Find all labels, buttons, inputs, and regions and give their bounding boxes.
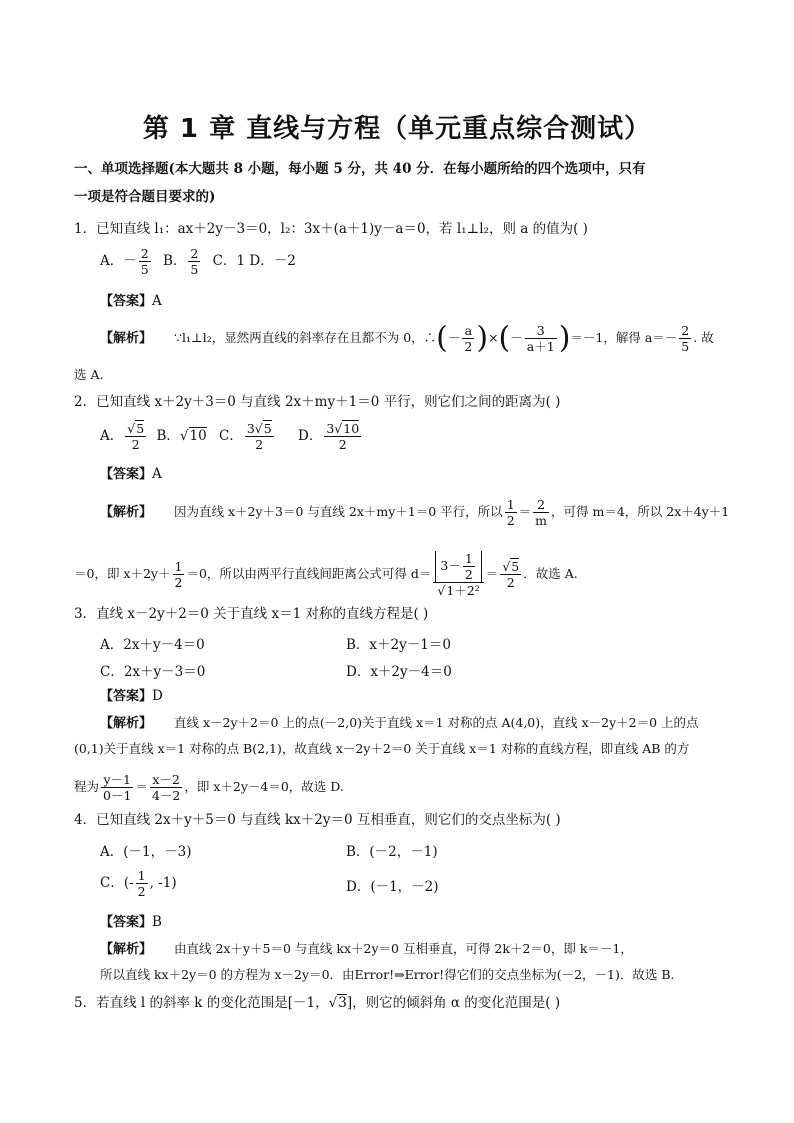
- q3-option-a: A．2x＋y－4＝0: [100, 637, 205, 653]
- q2-answer: 【答案】A: [100, 466, 162, 482]
- q3-analysis-cont1: (0,1)关于直线 x＝1 对称的点 B(2,1)，故直线 x－2y＋2＝0 关于直线 x＝1 对称的直线方程，即直线 AB 的方: [74, 741, 690, 756]
- q3-answer: 【答案】D: [100, 688, 163, 704]
- q1-options: [100, 246, 296, 277]
- q3-option-c: C．2x＋y－3＝0: [100, 664, 206, 680]
- q4-option-b: B．(－2，－1): [346, 844, 438, 860]
- q4-answer: 【答案】B: [100, 914, 162, 930]
- q2-stem: 2．已知直线 x＋2y＋3＝0 与直线 2x＋my＋1＝0 平行，则它们之间的距离为( ): [74, 394, 561, 410]
- q2-option-b: B．: [156, 428, 180, 444]
- q4-option-d: D．(－1，－2): [346, 879, 439, 895]
- q2-option-d: D．: [298, 428, 323, 444]
- q2-options: A． $\frac{√5}{2}$ B．√10 C． $\frac{3√5}{2}$ D． $\frac{3√10}{2}$: [100, 421, 360, 452]
- q4-analysis-cont: 所以直线 kx＋2y＝0 的方程为 x－2y＝0．由Error!⇒Error!得它们的交点坐标为(－2，－1)．故选 B.: [100, 967, 675, 982]
- q1-stem: 1．已知直线 l₁：ax＋2y－3＝0，l₂：3x＋(a＋1)y－a＝0，若 l₁⊥l₂，则 a 的值为( ): [74, 221, 588, 237]
- page-title: 第 1 章 直线与方程（单元重点综合测试）: [142, 114, 652, 144]
- q3-option-d: D．x＋2y－4＝0: [346, 664, 452, 680]
- q3-analysis-cont2: 程为 $\frac{y-1}{0-1}$ ＝ $\frac{x-2}{4-2}$ ，即 x＋2y－4＝0，故选 D.: [74, 772, 344, 803]
- q1-option-a: A．－: [100, 253, 137, 269]
- q4-option-c: C．(- $\frac{1}{2}$ , -1): [100, 868, 177, 899]
- q3-option-b: B．x＋2y－1＝0: [346, 637, 451, 653]
- q4-stem: 4．已知直线 2x＋y＋5＝0 与直线 kx＋2y＝0 互相垂直，则它们的交点坐标为( ): [74, 812, 561, 828]
- q5-stem: 5．若直线 l 的斜率 k 的变化范围是[－1，√3]，则它的倾斜角 α 的变化范围是( ): [74, 995, 561, 1011]
- q1-answer-value: A: [152, 293, 162, 309]
- q1-analysis: 【解析】 ∵l₁⊥l₂，显然两直线的斜率存在且都不为 0，∴(－ $\frac{a}{2}$ )×(－ $\frac{3}{a+1}$ )＝－1，解得 a＝－ $\frac{2}{5}$ . 故: [100, 320, 714, 356]
- q2-analysis: 【解析】 因为直线 x＋2y＋3＝0 与直线 2x＋my＋1＝0 平行，所以 $\frac{1}{2}$ ＝ $\frac{2}{m}$ ，可得 m＝4，所以 2x＋4y＋1: [100, 497, 730, 528]
- analysis-label: 【解析】: [100, 331, 153, 346]
- q1-analysis-cont: 选 A.: [74, 367, 104, 382]
- q1-option-cd: C．1 D．－2: [212, 253, 296, 269]
- q1-option-b: B．: [163, 253, 187, 269]
- q1-answer: [100, 292, 162, 311]
- q3-analysis: 【解析】 直线 x－2y＋2＝0 上的点(－2,0)关于直线 x＝1 对称的点 A(4,0)，直线 x－2y＋2＝0 上的点: [100, 715, 699, 731]
- section-heading-line2: 一项是符合题目要求的): [74, 189, 216, 205]
- q4-option-a: A．(－1，－3): [100, 844, 192, 860]
- q3-stem: 3．直线 x－2y＋2＝0 关于直线 x＝1 对称的直线方程是( ): [74, 606, 429, 622]
- section-heading-line1: 一、单项选择题(本大题共 8 小题，每小题 5 分，共 40 分．在每小题所给的四个选项中，只有: [74, 161, 646, 177]
- q1-option-b-fraction: $\frac{2}{5}$: [190, 246, 199, 277]
- answer-label: 【答案】: [100, 294, 153, 309]
- q2-option-c: C．: [218, 428, 243, 444]
- q2-option-a: A．: [100, 428, 124, 444]
- q1-option-a-fraction: $\frac{2}{5}$: [140, 246, 149, 277]
- q2-analysis-cont: ＝0，即 x＋2y＋ $\frac{1}{2}$ ＝0，所以由两平行直线间距离公式可得 d＝ 3－ $\frac{1}{2}$ √1＋2² ＝ $\frac{√5}{2}$ ．故选 A.: [74, 551, 578, 598]
- q4-analysis: 【解析】 由直线 2x＋y＋5＝0 与直线 kx＋2y＝0 互相垂直，可得 2k＋2＝0，即 k＝－1，: [100, 941, 633, 957]
